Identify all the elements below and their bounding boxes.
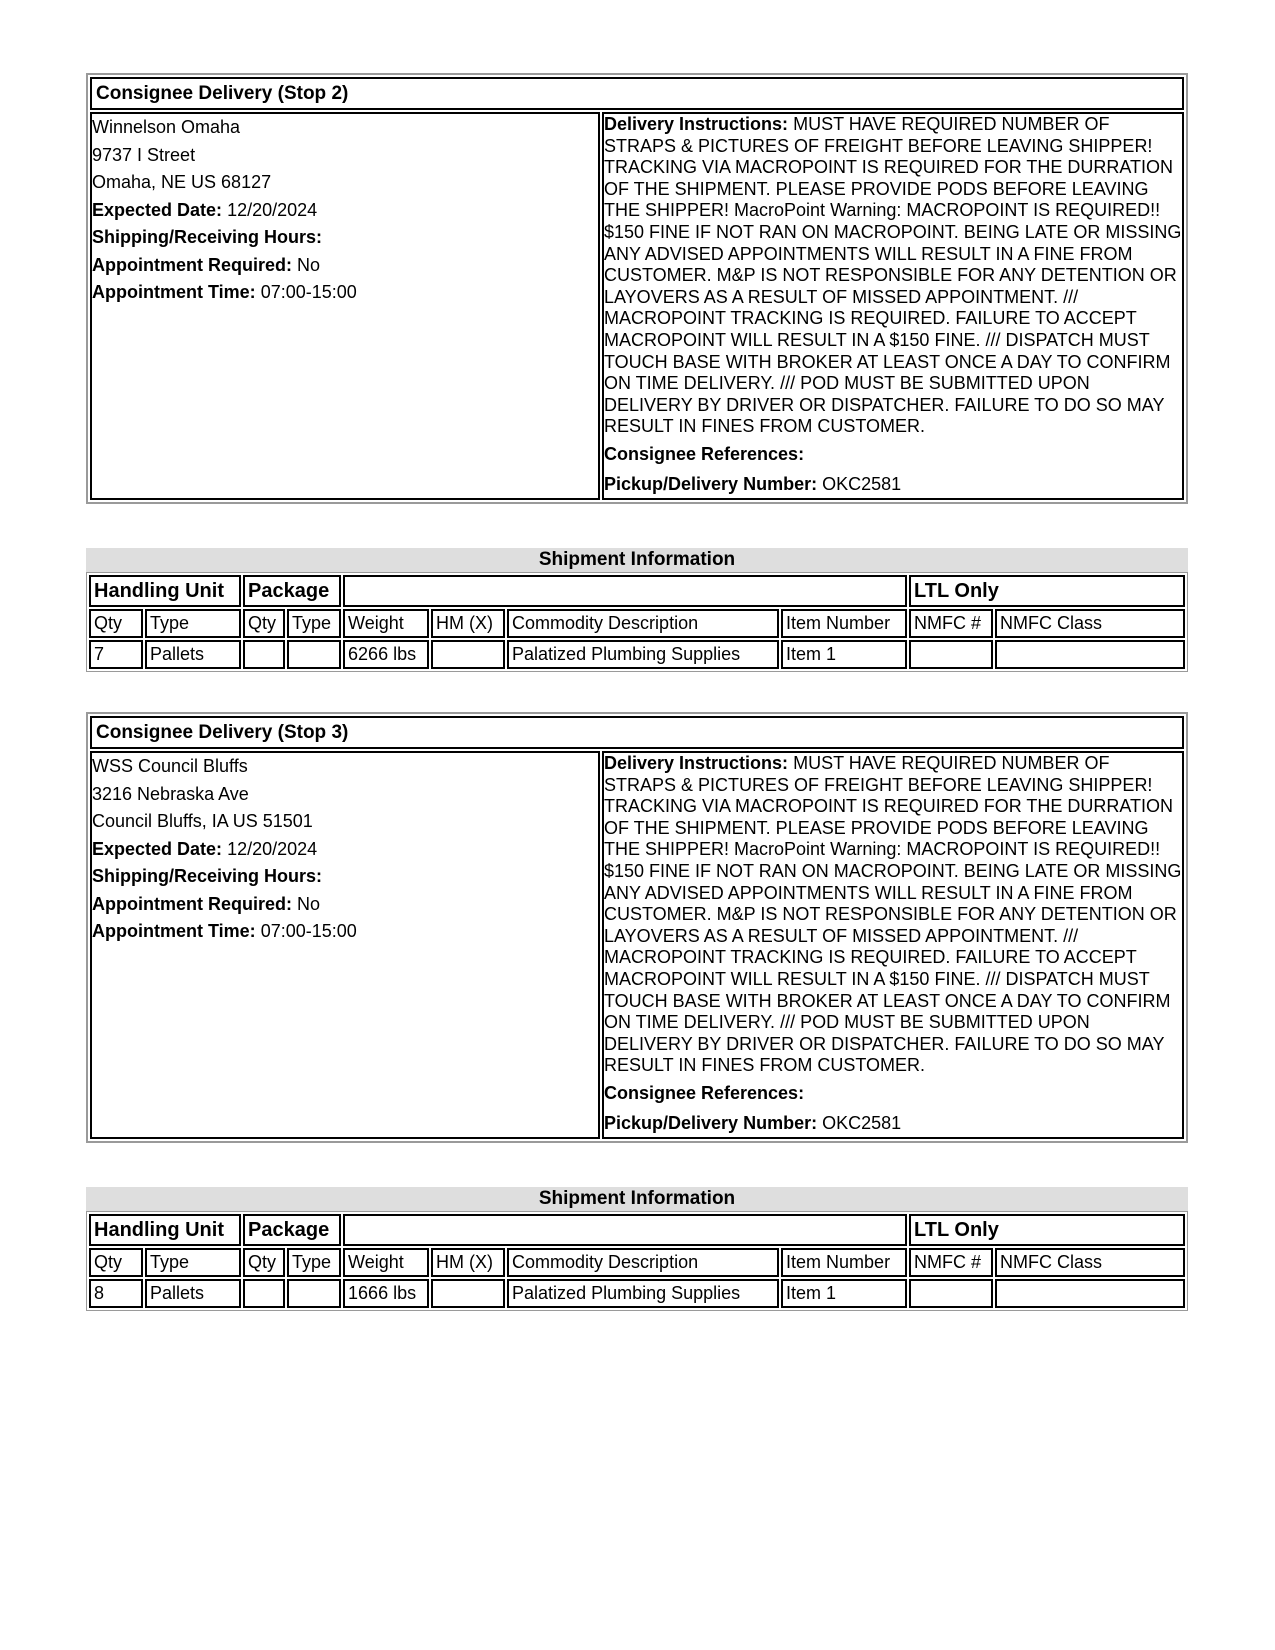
shipment-information-header: Shipment Information [86,548,1188,572]
shipment-information-2 [86,1187,1188,1311]
stop-title: Consignee Delivery (Stop 2) [90,77,1184,110]
cell-nmfc-number [909,1279,993,1308]
ltl-only-header: LTL Only [909,1214,1185,1246]
expected-date-value: 12/20/2024 [227,199,318,220]
cell-weight: 1666 lbs [343,1279,429,1308]
appointment-required-value: No [297,893,321,914]
expected-date-label: Expected Date: [92,199,223,220]
handling-unit-header: Handling Unit [89,575,241,607]
cell-hm [431,1279,505,1308]
col-header-pkg-qty: Qty [243,1248,285,1277]
appointment-required-row [92,252,598,280]
col-header-hm: HM (X) [431,1248,505,1277]
cell-item-number: Item 1 [781,640,907,669]
package-header: Package [243,575,341,607]
table-row [89,1279,1185,1308]
stop-table [88,714,1186,1141]
cell-nmfc-class [995,640,1185,669]
col-header-pkg-type: Type [287,1248,341,1277]
col-header-pkg-qty: Qty [243,609,285,638]
cell-hm [431,640,505,669]
hours-row [92,224,598,252]
stop-title: Consignee Delivery (Stop 3) [90,716,1184,749]
appointment-required-value: No [297,254,321,275]
shipment-table [86,1211,1188,1311]
pickup-delivery-number-label: Pickup/Delivery Number: [604,1112,818,1133]
consignee-name: Winnelson Omaha [92,117,241,137]
col-header-nmfc-number: NMFC # [909,609,993,638]
cell-pkg-type [287,1279,341,1308]
consignee-address-block [90,751,600,1139]
cell-pkg-qty [243,640,285,669]
appointment-time-row [92,279,598,307]
cell-nmfc-class [995,1279,1185,1308]
consignee-street: 3216 Nebraska Ave [92,783,249,804]
col-header-weight: Weight [343,609,429,638]
col-header-commodity: Commodity Description [507,609,779,638]
delivery-instructions-label: Delivery Instructions: [604,753,789,773]
cell-nmfc-number [909,640,993,669]
hours-label: Shipping/Receiving Hours: [92,866,323,886]
col-header-weight: Weight [343,1248,429,1277]
col-header-nmfc-class: NMFC Class [995,1248,1185,1277]
consignee-delivery-stop-2 [86,73,1188,504]
delivery-instructions-block [602,112,1184,500]
expected-date-value: 12/20/2024 [227,838,318,859]
consignee-address-block [90,112,600,500]
cell-hu-qty: 8 [89,1279,143,1308]
delivery-instructions-label: Delivery Instructions: [604,114,789,134]
consignee-references-label: Consignee References: [604,443,805,464]
col-header-hu-qty: Qty [89,609,143,638]
blank-group-header [343,1214,907,1246]
appointment-required-label: Appointment Required: [92,254,292,275]
col-header-hm: HM (X) [431,609,505,638]
blank-group-header [343,575,907,607]
delivery-instructions-block [602,751,1184,1139]
appointment-time-row [92,918,598,946]
cell-pkg-type [287,640,341,669]
consignee-references-row [604,441,1182,468]
delivery-instructions [604,114,1182,438]
consignee-city-line: Council Bluffs, IA US 51501 [92,811,313,831]
appointment-time-value: 07:00-15:00 [260,282,357,302]
expected-date-row [92,197,598,225]
consignee-delivery-stop-3 [86,712,1188,1143]
hours-label: Shipping/Receiving Hours: [92,227,323,247]
col-header-nmfc-class: NMFC Class [995,609,1185,638]
cell-hu-qty: 7 [89,640,143,669]
pickup-delivery-number-label: Pickup/Delivery Number: [604,473,818,494]
stop-table [88,75,1186,502]
appointment-required-label: Appointment Required: [92,893,292,914]
pickup-delivery-number-row [604,1110,1182,1137]
cell-weight: 6266 lbs [343,640,429,669]
consignee-name: WSS Council Bluffs [92,756,248,776]
shipment-information-header: Shipment Information [86,1187,1188,1211]
delivery-instructions [604,753,1182,1077]
cell-commodity: Palatized Plumbing Supplies [507,640,779,669]
col-header-pkg-type: Type [287,609,341,638]
cell-pkg-qty [243,1279,285,1308]
expected-date-label: Expected Date: [92,838,223,859]
cell-commodity: Palatized Plumbing Supplies [507,1279,779,1308]
cell-hu-type: Pallets [145,1279,241,1308]
appointment-required-row [92,891,598,919]
pickup-delivery-number-row [604,471,1182,498]
pickup-delivery-number-value: OKC2581 [822,1112,902,1133]
delivery-instructions-text: MUST HAVE REQUIRED NUMBER OF STRAPS & PICTURES OF FREIGHT BEFORE LEAVING SHIPPER! TRACKING VIA MACROPOINT IS REQUIRED FOR THE DURRATION OF THE SHIPMENT. PLEASE PROVIDE PODS BEFORE LEAVING THE SHIPPER! MacroPoint Warning: MACROPOINT IS REQUIRED!! $150 FINE IF NOT RAN ON MACROPOINT. BEING LATE OR MISSING ANY ADVISED APPOINTMENTS WILL RESULT IN A FINE FROM CUSTOMER. M&P IS NOT RESPONSIBLE FOR ANY DETENTION OR LAYOVERS AS A RESULT OF MISSED APPOINTMENT. /// MACROPOINT TRACKING IS REQUIRED. FAILURE TO ACCEPT MACROPOINT WILL RESULT IN A $150 FINE. /// DISPATCH MUST TOUCH BASE WITH BROKER AT LEAST ONCE A DAY TO CONFIRM ON TIME DELIVERY. /// POD MUST BE SUBMITTED UPON DELIVERY BY DRIVER OR DISPATCHER. FAILURE TO DO SO MAY RESULT IN FINES FROM CUSTOMER. [604,114,1182,437]
table-row [89,640,1185,669]
consignee-references-row [604,1080,1182,1107]
expected-date-row [92,836,598,864]
pickup-delivery-number-value: OKC2581 [822,473,902,494]
consignee-references-label: Consignee References: [604,1082,805,1103]
col-header-commodity: Commodity Description [507,1248,779,1277]
col-header-hu-type: Type [145,609,241,638]
cell-item-number: Item 1 [781,1279,907,1308]
col-header-hu-type: Type [145,1248,241,1277]
appointment-time-value: 07:00-15:00 [260,921,357,941]
col-header-item-number: Item Number [781,1248,907,1277]
appointment-time-label: Appointment Time: [92,921,256,941]
appointment-time-label: Appointment Time: [92,282,256,302]
package-header: Package [243,1214,341,1246]
handling-unit-header: Handling Unit [89,1214,241,1246]
delivery-instructions-text: MUST HAVE REQUIRED NUMBER OF STRAPS & PICTURES OF FREIGHT BEFORE LEAVING SHIPPER! TRACKING VIA MACROPOINT IS REQUIRED FOR THE DURRATION OF THE SHIPMENT. PLEASE PROVIDE PODS BEFORE LEAVING THE SHIPPER! MacroPoint Warning: MACROPOINT IS REQUIRED!! $150 FINE IF NOT RAN ON MACROPOINT. BEING LATE OR MISSING ANY ADVISED APPOINTMENTS WILL RESULT IN A FINE FROM CUSTOMER. M&P IS NOT RESPONSIBLE FOR ANY DETENTION OR LAYOVERS AS A RESULT OF MISSED APPOINTMENT. /// MACROPOINT TRACKING IS REQUIRED. FAILURE TO ACCEPT MACROPOINT WILL RESULT IN A $150 FINE. /// DISPATCH MUST TOUCH BASE WITH BROKER AT LEAST ONCE A DAY TO CONFIRM ON TIME DELIVERY. /// POD MUST BE SUBMITTED UPON DELIVERY BY DRIVER OR DISPATCHER. FAILURE TO DO SO MAY RESULT IN FINES FROM CUSTOMER. [604,753,1182,1076]
hours-row [92,863,598,891]
ltl-only-header: LTL Only [909,575,1185,607]
col-header-item-number: Item Number [781,609,907,638]
shipment-information-1 [86,548,1188,672]
shipment-table [86,572,1188,672]
col-header-hu-qty: Qty [89,1248,143,1277]
cell-hu-type: Pallets [145,640,241,669]
consignee-street: 9737 I Street [92,144,196,165]
col-header-nmfc-number: NMFC # [909,1248,993,1277]
consignee-city-line: Omaha, NE US 68127 [92,172,272,192]
